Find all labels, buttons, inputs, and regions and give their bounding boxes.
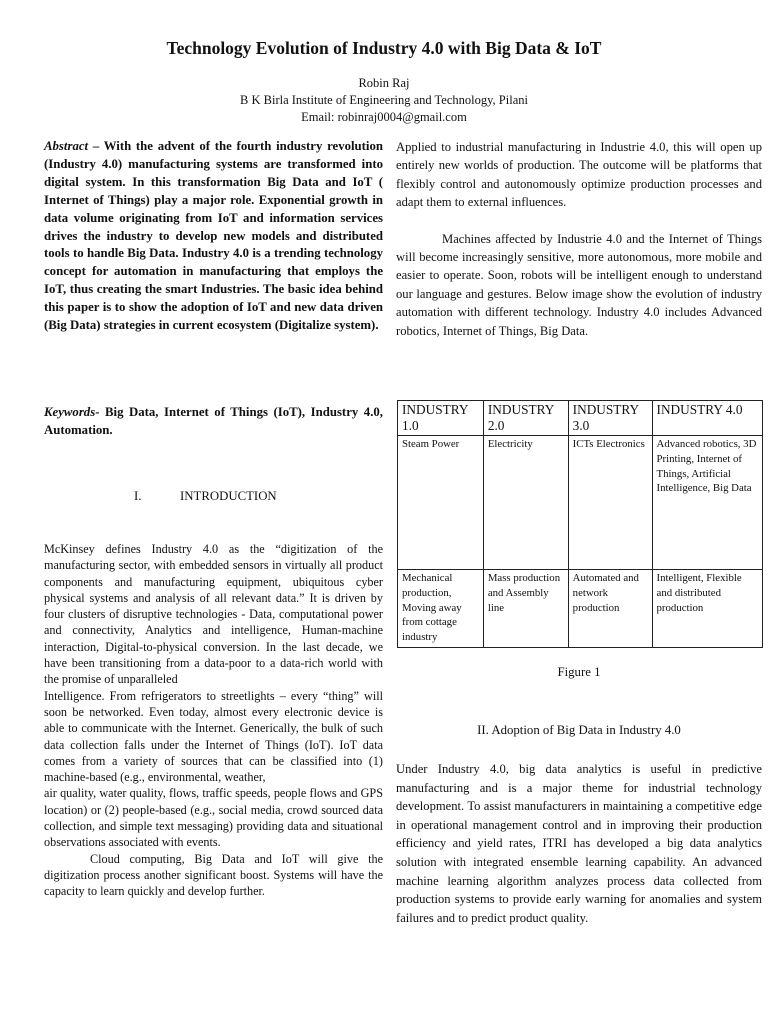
right-column-body [396,138,762,340]
table-cell: Mechanical production, Moving away from cottage industry [398,570,484,648]
abstract-label: Abstract [44,139,89,153]
table-cell: Intelligent, Flexible and distributed production [652,570,762,648]
table-header-row [398,401,763,436]
right-paragraph-1: Applied to industrial manufacturing in Industrie 4.0, this will open up entirely new worlds of production. The outcome will be platforms that flexibly control and autonomously optimize production processes and adapt them to external influences. [396,140,762,210]
table-cell: Automated and network production [568,570,652,648]
author-name: Robin Raj [358,76,410,90]
section-heading-big-data: II. Adoption of Big Data in Industry 4.0 [477,723,681,737]
keywords-text: Big Data, Internet of Things (IoT), Industry 4.0, Automation. [44,405,383,437]
keywords [44,404,383,440]
industry-evolution-table [397,400,763,648]
intro-paragraph-4: Cloud computing, Big Data and IoT will give the digitization process another significant boost. Systems will have the capacity to learn quickly and develop further. [44,851,383,899]
table-header-cell: INDUSTRY 1.0 [398,401,484,436]
author-affiliation: B K Birla Institute of Engineering and Technology, Pilani [240,93,528,107]
section2-paragraph-1: Under Industry 4.0, big data analytics is useful in predictive manufacturing and is a major theme for industrial technology development. To assist manufacturers in maintaining a competitive edge in operational management control and in improving their production efficiency and yield rates, ITRI has developed a big data analytics solution with integrated ensemble learning capability. An advanced machine learning algorithm analyzes process data collected from production systems to provide early warning for anomalies and system failures and to predict product quality. [396,762,762,925]
figure-caption: Figure 1 [557,665,601,679]
right-paragraph-2: Machines affected by Industrie 4.0 and the Internet of Things will become increasingly sensitive, more autonomous, more mobile and easier to operate. Soon, robots will be intelligent enough to understand our language and gestures. Below image show the evolution of industry automation with different technology. Industry 4.0 includes Advanced robotics, Internet of Things, Big Data. [396,231,762,338]
intro-paragraph-3: air quality, water quality, flows, traffic speeds, people flows and GPS location) or (2) people-based (e.g., social media, crowd sourced data collection, and simple text messaging) providing data and situational observations associated with events. [44,786,383,850]
table-cell: Electricity [483,436,568,570]
section2-body [396,760,762,927]
keywords-label: Keywords- [44,405,100,419]
table-cell: Advanced robotics, 3D Printing, Internet of Things, Artificial Intelligence, Big Data [652,436,762,570]
table-header-cell: INDUSTRY 4.0 [652,401,762,436]
introduction-body [44,541,383,900]
intro-paragraph-1: McKinsey defines Industry 4.0 as the “digitization of the manufacturing sector, with embedded sensors in virtually all product components and manufacturing equipment, ubiquitous cyber physical systems and analysis of all relevant data.” It is driven by four clusters of disruptive technologies - Data, computational power and connectivity, Analytics and intelligence, Human-machine interaction, Digital-to-physical conversion. In the last decade, we have been transitioning from a data-poor to a data-rich world with the promise of unparalleled [44,542,383,687]
paper-title: Technology Evolution of Industry 4.0 with Big Data & IoT [166,38,602,58]
table-row [398,436,763,570]
author-email: Email: robinraj0004@gmail.com [301,110,467,124]
table-cell: ICTs Electronics [568,436,652,570]
table-cell: Steam Power [398,436,484,570]
table-header-cell: INDUSTRY 2.0 [483,401,568,436]
section-title: INTRODUCTION [180,489,277,503]
abstract [44,138,383,335]
table-header-cell: INDUSTRY 3.0 [568,401,652,436]
abstract-text: – With the advent of the fourth industry revolution (Industry 4.0) manufacturing systems are transformed into digital system. In this transformation Big Data and IoT ( Internet of Things) play a major role. Exponential growth in data volume originating from IoT and information services drives the industry to develop new models and distributed tools to handle Big Data. Industry 4.0 is a trending technology concept for automation in manufacturing that employs the IoT, thus creating the smart Industries. The basic idea behind this paper is to show the adoption of IoT and new data driven (Big Data) strategies in current ecosystem (Digitalize system). [44,139,383,333]
table-cell: Mass production and Assembly line [483,570,568,648]
table-row [398,570,763,648]
intro-paragraph-2: Intelligence. From refrigerators to streetlights – every “thing” will soon be networked. Even today, almost every electronic device is able to communicate with the Internet. Generically, the bulk of such data collection falls under the Internet of Things (IoT). IoT data comes from a variety of sources that can be classified into (1) machine-based (e.g., environmental, weather, [44,688,383,785]
section-number: I. [134,489,142,503]
